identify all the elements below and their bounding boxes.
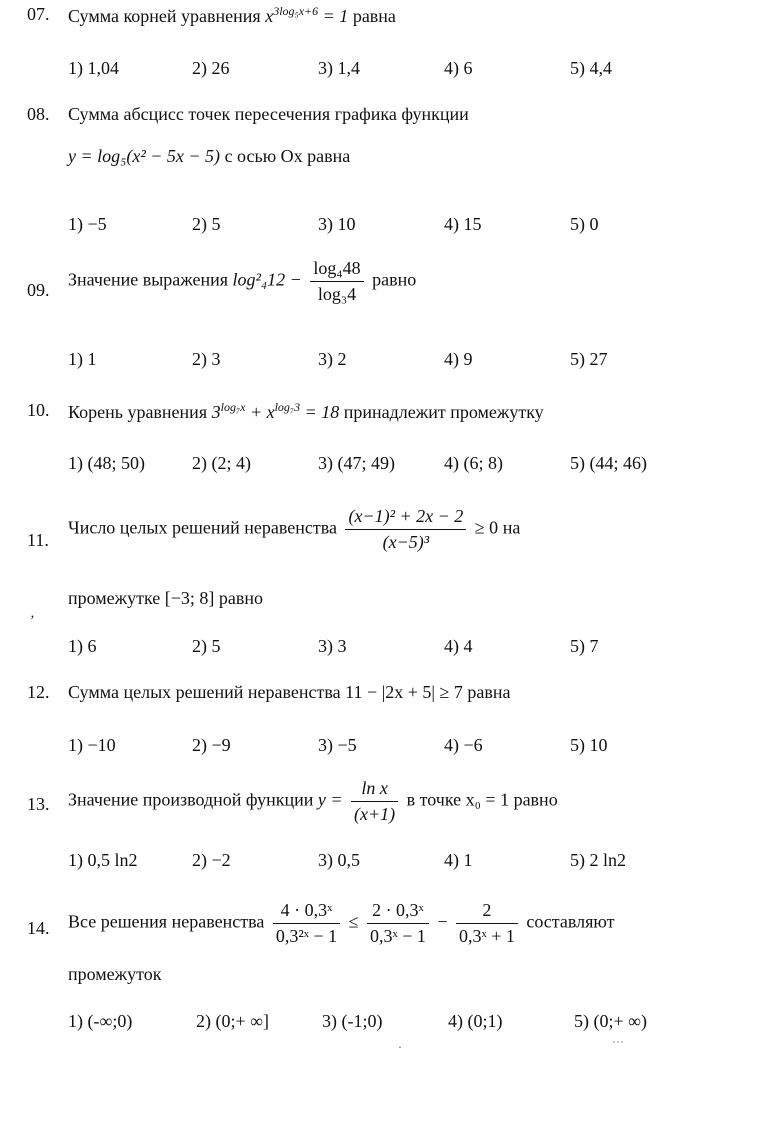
option-4: 4) 9 [444, 349, 473, 369]
option-5: 5) 27 [570, 349, 608, 369]
option-1: 1) (48; 50) [68, 453, 145, 473]
fraction-denominator: log₃4 [317, 284, 357, 304]
option-1: 1) −5 [68, 214, 107, 234]
fraction [310, 258, 363, 305]
option-5: 5) 10 [570, 735, 608, 755]
question-number: 08. [27, 104, 50, 124]
question-number: 14. [27, 918, 50, 938]
option-4: 4) 1 [444, 850, 473, 870]
option-2: 2) 5 [192, 214, 221, 234]
option-5: 5) 7 [570, 636, 599, 656]
option-2: 2) (2; 4) [192, 453, 251, 473]
question-text-line2: y = log₅(x² − 5x − 5) с осью Ох равна [68, 146, 351, 166]
fraction-denominator: (x+1) [354, 804, 396, 824]
option-3: 3) 2 [318, 349, 347, 369]
option-3: 3) (-1;0) [322, 1011, 383, 1031]
question-text: Сумма целых решений неравенства 11 − |2x + 5| ≥ 7 равна [68, 682, 511, 702]
fraction-numerator: ln x [351, 778, 398, 802]
fraction-denominator: 0,3ˣ + 1 [459, 926, 515, 946]
question-text: Значение производной функции y = $\frac{\text{ln x}}{(x+1)}$ в точке x₀ = 1 равно [68, 778, 558, 824]
option-3: 3) 1,4 [318, 58, 360, 78]
option-2: 2) (0;+ ∞] [196, 1011, 269, 1031]
question-text: Корень уравнения $3^{log_7x} + x^{log_73} = 18$ принадлежит промежутку [68, 400, 544, 422]
option-2: 2) 26 [192, 58, 230, 78]
question-number: 07. [27, 4, 50, 24]
question-text: Сумма абсцисс точек пересечения графика функции [68, 104, 469, 124]
question-number: 12. [27, 682, 50, 702]
fraction-numerator: (x−1)² + 2x − 2 [345, 506, 466, 530]
option-1: 1) 1 [68, 349, 97, 369]
question-number: 10. [27, 400, 50, 420]
option-4: 4) (6; 8) [444, 453, 503, 473]
question-text: Значение выражения log²₄12 − $\frac{\text{log₄48}}{\text{log₃4}}$ равно [68, 258, 417, 304]
fraction-denominator: 0,3²ˣ − 1 [275, 926, 338, 946]
question-text-line2: промежуток [68, 964, 162, 984]
fraction [351, 778, 398, 825]
fraction-2 [367, 900, 429, 947]
option-1: 1) −10 [68, 735, 116, 755]
question-text-line2: промежутке [−3; 8] равно [68, 588, 264, 608]
option-4: 4) −6 [444, 735, 483, 755]
option-2: 2) 3 [192, 349, 221, 369]
fraction-denominator: 0,3ˣ − 1 [369, 926, 426, 946]
option-1: 1) (-∞;0) [68, 1011, 133, 1031]
question-number: 11. [27, 530, 49, 550]
option-2: 2) 5 [192, 636, 221, 656]
option-4: 4) 6 [444, 58, 473, 78]
option-2: 2) −2 [192, 850, 231, 870]
stray-mark: ‚ [30, 606, 35, 621]
option-1: 1) 1,04 [68, 58, 119, 78]
option-3: 3) −5 [318, 735, 357, 755]
option-4: 4) (0;1) [448, 1011, 503, 1031]
fraction-1 [273, 900, 340, 947]
option-5: 5) 2 ln2 [570, 850, 626, 870]
fraction-numerator: log₄48 [310, 258, 363, 282]
question-text: Сумма корней уравнения $x^{3log_5x+6} = 1$ равна [68, 4, 396, 26]
fraction-3 [456, 900, 518, 947]
option-3: 3) 0,5 [318, 850, 360, 870]
option-2: 2) −9 [192, 735, 231, 755]
option-5: 5) 4,4 [570, 58, 612, 78]
scan-speck: · [398, 1040, 402, 1054]
formula: $3^{log_7x} + x^{log_73} = 18$ [211, 400, 340, 422]
question-number: 13. [27, 794, 50, 814]
option-3: 3) 10 [318, 214, 356, 234]
option-4: 4) 4 [444, 636, 473, 656]
option-3: 3) (47; 49) [318, 453, 395, 473]
fraction [345, 506, 466, 553]
option-1: 1) 0,5 ln2 [68, 850, 138, 870]
option-5: 5) 0 [570, 214, 599, 234]
option-5: 5) (44; 46) [570, 453, 647, 473]
formula: y = [317, 789, 343, 810]
formula: log²₄12 − [232, 269, 302, 290]
question-number: 09. [27, 280, 50, 300]
fraction-denominator: (x−5)³ [382, 532, 430, 552]
formula: y = log₅(x² − 5x − 5) [68, 146, 221, 166]
scan-speck: ˙˙˙ [612, 1038, 624, 1052]
fraction-numerator: 4 · 0,3ˣ [273, 900, 340, 924]
fraction-numerator: 2 · 0,3ˣ [367, 900, 429, 924]
fraction-numerator: 2 [456, 900, 518, 924]
formula: $x^{3log_5x+6} = 1$ [265, 4, 349, 26]
option-5: 5) (0;+ ∞) [574, 1011, 647, 1031]
option-4: 4) 15 [444, 214, 482, 234]
question-text: Все решения неравенства $\frac{\text{4 · 0,3ˣ}}{\text{0,3²ˣ − 1}}$ ≤ $\frac{\text{2 · 0,3ˣ}}{\text{0,3ˣ − 1}}$ − $\frac{2}{\text{0,3ˣ + 1}}$ составляют [68, 900, 615, 946]
option-1: 1) 6 [68, 636, 97, 656]
question-text: Число целых решений неравенства $\frac{\text{(x−1)² + 2x − 2}}{\text{(x−5)³}}$ ≥ 0 на [68, 506, 521, 552]
option-3: 3) 3 [318, 636, 347, 656]
